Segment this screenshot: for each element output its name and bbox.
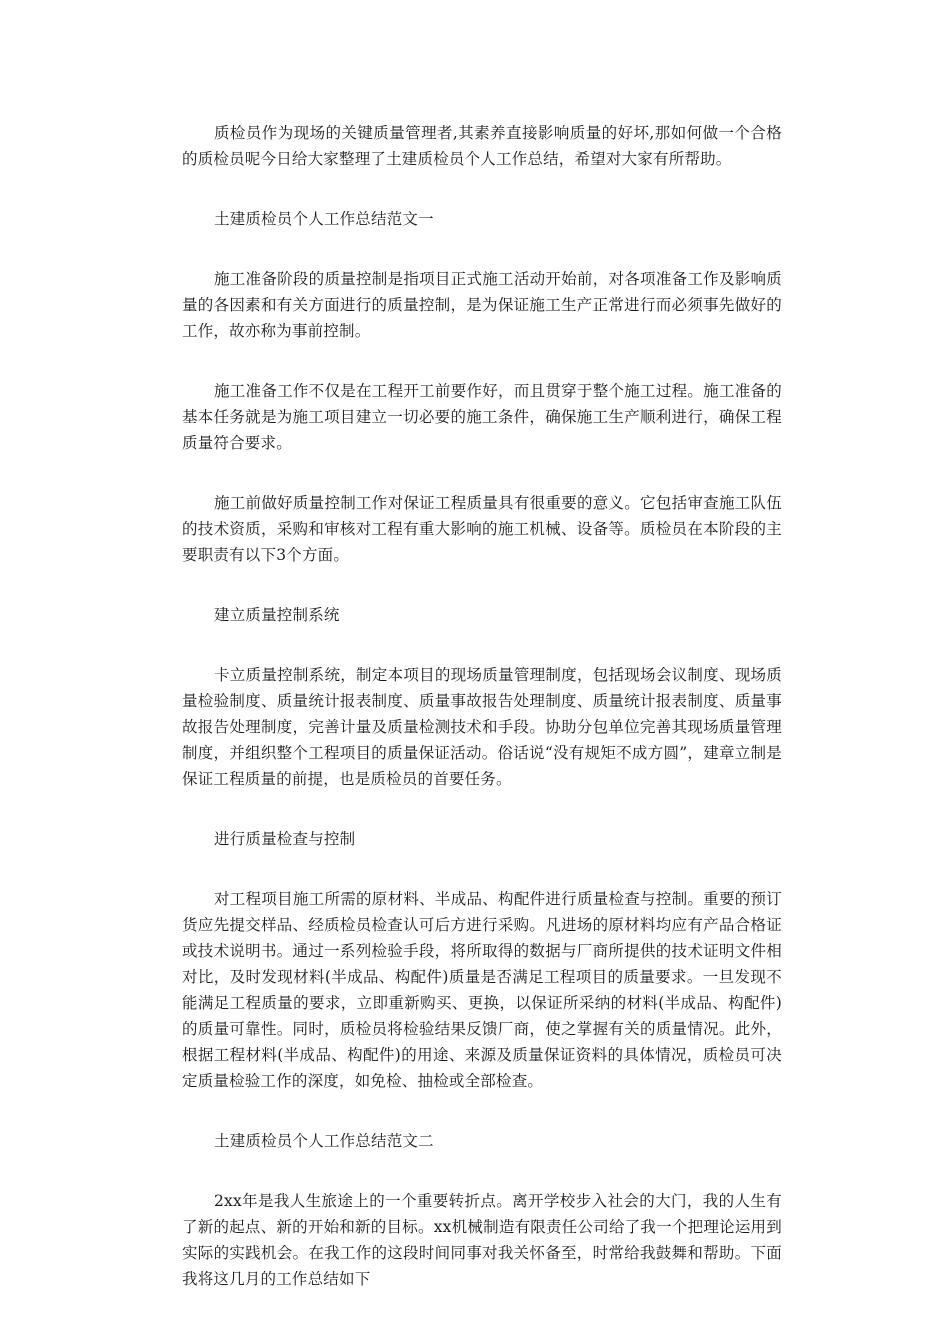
- body-paragraph: 2xx年是我人生旅途上的一个重要转折点。离开学校步入社会的大门，我的人生有了新的起点、新的开始和新的目标。xx机械制造有限责任公司给了我一个把理论运用到实际的实践机会。在我工作的这段时间同事对我关怀备至，时常给我鼓舞和帮助。下面我将这几月的工作总结如下: [182, 1192, 782, 1288]
- body-paragraph: 施工准备阶段的质量控制是指项目正式施工活动开始前，对各项准备工作及影响质量的各因素和有关方面进行的质量控制，是为保证施工生产正常进行而必须事先做好的工作，故亦称为事前控制。: [182, 270, 782, 340]
- body-paragraph: 卡立质量控制系统，制定本项目的现场质量管理制度，包括现场会议制度、现场质量检验制度、质量统计报表制度、质量事故报告处理制度、质量统计报表制度、质量事故报告处理制度，完善计量及质量检测技术和手段。协助分包单位完善其现场质量管理制度，并组织整个工程项目的质量保证活动。俗话说“没有规矩不成方圆”，建章立制是保证工程质量的前提，也是质检员的首要任务。: [182, 666, 782, 788]
- body-paragraph: 施工前做好质量控制工作对保证工程质量具有很重要的意义。它包括审查施工队伍的技术资质，采购和审核对工程有重大影响的施工机械、设备等。质检员在本阶段的主要职责有以下3个方面。: [182, 494, 782, 564]
- intro-paragraph: 质检员作为现场的关键质量管理者,其素养直接影响质量的好坏,那如何做一个合格的质检员呢今日给大家整理了土建质检员个人工作总结，希望对大家有所帮助。: [182, 124, 782, 168]
- subheading-quality-control-system: 建立质量控制系统: [214, 606, 340, 624]
- subheading-quality-inspection: 进行质量检查与控制: [214, 830, 356, 848]
- section-heading-sample-one: 土建质检员个人工作总结范文一: [214, 210, 434, 228]
- body-paragraph: 对工程项目施工所需的原材料、半成品、构配件进行质量检查与控制。重要的预订货应先提交样品、经质检员检查认可后方进行采购。凡进场的原材料均应有产品合格证或技术说明书。通过一系列检验手段，将所取得的数据与厂商所提供的技术证明文件相对比，及时发现材料(半成品、构配件)质量是否满足工程项目的质量要求。一旦发现不能满足工程质量的要求，立即重新购买、更换，以保证所采纳的材料(半成品、构配件)的质量可靠性。同时，质检员将检验结果反馈厂商，使之掌握有关的质量情况。此外，根据工程材料(半成品、构配件)的用途、来源及质量保证资料的具体情况，质检员可决定质量检验工作的深度，如免检、抽检或全部检查。: [182, 890, 782, 1090]
- document-body: [182, 120, 782, 1292]
- section-heading-sample-two: 土建质检员个人工作总结范文二: [214, 1132, 434, 1150]
- body-paragraph: 施工准备工作不仅是在工程开工前要作好，而且贯穿于整个施工过程。施工准备的基本任务就是为施工项目建立一切必要的施工条件，确保施工生产顺利进行，确保工程质量符合要求。: [182, 382, 782, 452]
